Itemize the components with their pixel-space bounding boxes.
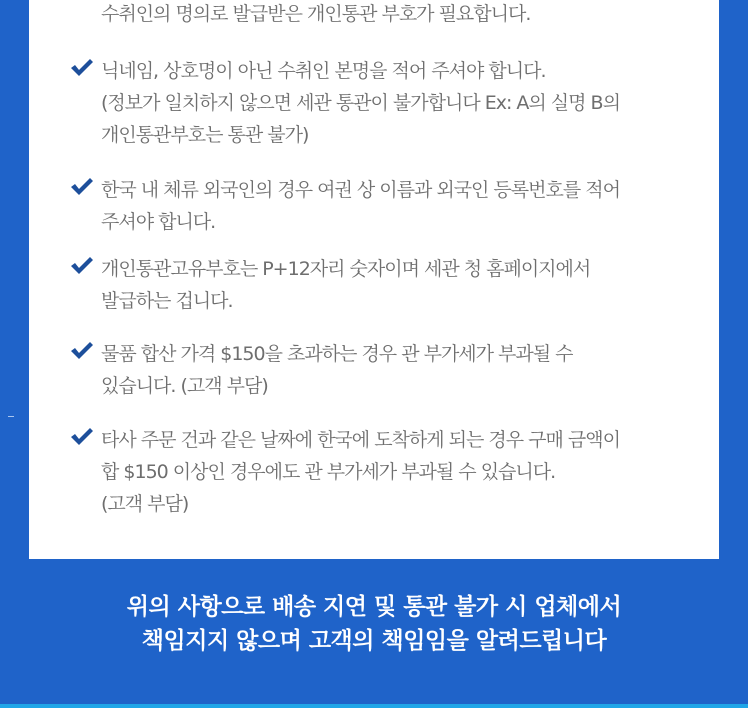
item-line: 한국 내 체류 외국인의 경우 여권 상 이름과 외국인 등록번호를 적어 (101, 179, 620, 201)
check-icon (70, 177, 94, 199)
notice-item-text (101, 253, 691, 317)
notice-item-text (101, 55, 691, 151)
disclaimer-line: 위의 사항으로 배송 지연 및 통관 불가 시 업체에서 (126, 594, 622, 620)
notice-top-line: 수취인의 명의로 발급받은 개인통관 부호가 필요합니다. (101, 3, 531, 25)
check-icon (70, 427, 94, 449)
bottom-strip (0, 704, 748, 708)
disclaimer-line: 책임지지 않으며 고객의 책임임을 알려드립니다 (141, 628, 607, 654)
item-line: 물품 합산 가격 $150을 초과하는 경우 관 부가세가 부과될 수 (101, 343, 573, 365)
item-line: 타사 주문 건과 같은 날짜에 한국에 도착하게 되는 경우 구매 금액이 (101, 429, 620, 451)
notice-item-text (101, 424, 691, 520)
item-line: 발급하는 겁니다. (101, 290, 233, 312)
edge-mark (8, 416, 14, 417)
item-line: (고객 부담) (101, 493, 189, 515)
check-icon (70, 256, 94, 278)
check-icon (70, 58, 94, 80)
item-line: 닉네임, 상호명이 아닌 수취인 본명을 적어 주셔야 합니다. (101, 60, 546, 82)
item-line: 개인통관고유부호는 P+12자리 숫자이며 세관 청 홈페이지에서 (101, 258, 591, 280)
item-line: 개인통관부호는 통관 불가) (101, 124, 309, 146)
check-icon (70, 341, 94, 363)
disclaimer-footer (0, 590, 748, 658)
item-line: 있습니다. (고객 부담) (101, 375, 268, 397)
item-line: (정보가 일치하지 않으면 세관 통관이 불가합니다 Ex: A의 실명 B의 (101, 92, 620, 114)
notice-item-text (101, 338, 691, 402)
notice-item-text (101, 174, 691, 238)
item-line: 주셔야 합니다. (101, 211, 216, 233)
item-line: 합 $150 이상인 경우에도 관 부가세가 부과될 수 있습니다. (101, 461, 556, 483)
